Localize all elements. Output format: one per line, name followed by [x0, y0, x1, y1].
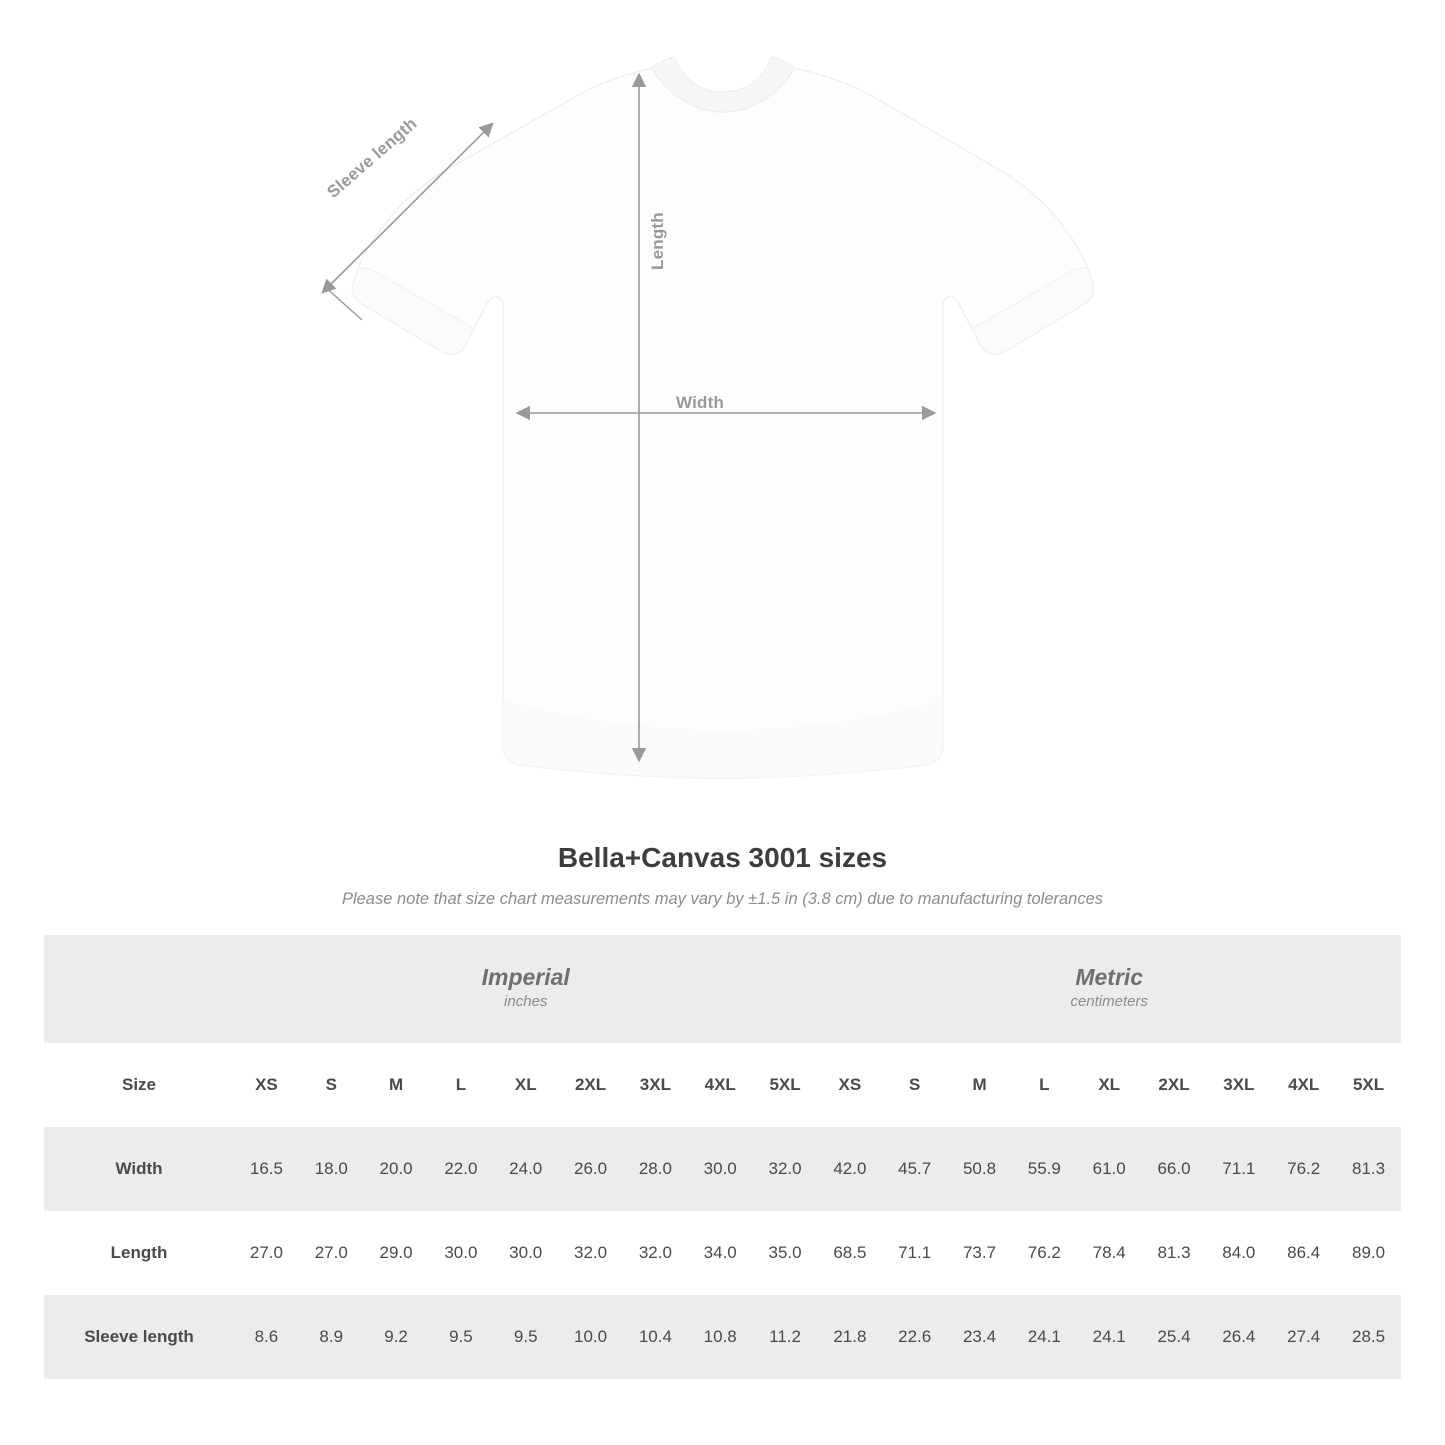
table-cell: 84.0: [1206, 1211, 1271, 1295]
table-cell: 30.0: [428, 1211, 493, 1295]
table-cell: 26.0: [558, 1127, 623, 1211]
size-header-cell: XS: [817, 1043, 882, 1127]
size-header-cell: XL: [1077, 1043, 1142, 1127]
table-cell: 68.5: [817, 1211, 882, 1295]
table-cell: 50.8: [947, 1127, 1012, 1211]
size-header-cell: S: [299, 1043, 364, 1127]
table-cell: 71.1: [1206, 1127, 1271, 1211]
table-cell: 26.4: [1206, 1295, 1271, 1379]
table-cell: 28.5: [1336, 1295, 1401, 1379]
table-cell: 28.0: [623, 1127, 688, 1211]
table-cell: 18.0: [299, 1127, 364, 1211]
table-cell: 32.0: [558, 1211, 623, 1295]
table-cell: 27.0: [299, 1211, 364, 1295]
unit-sub-imperial: inches: [504, 993, 548, 1011]
table-cell: 76.2: [1271, 1127, 1336, 1211]
size-header-cell: XS: [234, 1043, 299, 1127]
row-label: Width: [44, 1127, 234, 1211]
size-header-cell: 3XL: [623, 1043, 688, 1127]
table-cell: 8.9: [299, 1295, 364, 1379]
size-table-wrapper: [44, 935, 1401, 1379]
table-cell: 34.0: [688, 1211, 753, 1295]
table-cell: 42.0: [817, 1127, 882, 1211]
table-cell: 27.4: [1271, 1295, 1336, 1379]
size-header-cell: 4XL: [1271, 1043, 1336, 1127]
size-header-label: Size: [44, 1043, 234, 1127]
table-cell: 24.1: [1012, 1295, 1077, 1379]
table-cell: 23.4: [947, 1295, 1012, 1379]
table-cell: 24.1: [1077, 1295, 1142, 1379]
table-cell: 11.2: [753, 1295, 818, 1379]
label-width: Width: [676, 393, 725, 412]
size-header-cell: 2XL: [558, 1043, 623, 1127]
size-header-cell: 5XL: [1336, 1043, 1401, 1127]
unit-header-row: [44, 935, 1401, 1043]
size-header-cell: L: [1012, 1043, 1077, 1127]
size-header-cell: L: [428, 1043, 493, 1127]
table-cell: 10.0: [558, 1295, 623, 1379]
table-cell: 78.4: [1077, 1211, 1142, 1295]
unit-sub-metric: centimeters: [1070, 993, 1148, 1011]
size-table: [44, 935, 1401, 1379]
row-label: Length: [44, 1211, 234, 1295]
table-cell: 16.5: [234, 1127, 299, 1211]
table-cell: 20.0: [364, 1127, 429, 1211]
table-cell: 9.2: [364, 1295, 429, 1379]
table-cell: 29.0: [364, 1211, 429, 1295]
table-row: [44, 1127, 1401, 1211]
chart-heading: [0, 842, 1445, 909]
table-cell: 81.3: [1142, 1211, 1207, 1295]
unit-header-imperial: [234, 935, 817, 1043]
table-cell: 10.8: [688, 1295, 753, 1379]
page-title: Bella+Canvas 3001 sizes: [557, 842, 888, 873]
table-cell: 61.0: [1077, 1127, 1142, 1211]
table-cell: 27.0: [234, 1211, 299, 1295]
row-label: Sleeve length: [44, 1295, 234, 1379]
size-header-cell: XL: [493, 1043, 558, 1127]
table-cell: 30.0: [688, 1127, 753, 1211]
table-cell: 89.0: [1336, 1211, 1401, 1295]
table-cell: 25.4: [1142, 1295, 1207, 1379]
table-corner-cell: [44, 935, 234, 1043]
unit-name-imperial: Imperial: [481, 963, 570, 990]
table-row: [44, 1295, 1401, 1379]
table-cell: 55.9: [1012, 1127, 1077, 1211]
table-cell: 81.3: [1336, 1127, 1401, 1211]
table-cell: 66.0: [1142, 1127, 1207, 1211]
table-cell: 22.6: [882, 1295, 947, 1379]
table-cell: 45.7: [882, 1127, 947, 1211]
table-cell: 9.5: [493, 1295, 558, 1379]
table-cell: 73.7: [947, 1211, 1012, 1295]
unit-header-metric: [817, 935, 1401, 1043]
label-sleeve-length: Sleeve length: [323, 113, 421, 202]
table-cell: 32.0: [623, 1211, 688, 1295]
tolerance-note: Please note that size chart measurements may vary by ±1.5 in (3.8 cm) due to manufacturing tolerances: [341, 890, 1104, 908]
size-header-cell: 3XL: [1206, 1043, 1271, 1127]
table-cell: 9.5: [428, 1295, 493, 1379]
table-cell: 35.0: [753, 1211, 818, 1295]
table-cell: 10.4: [623, 1295, 688, 1379]
table-cell: 8.6: [234, 1295, 299, 1379]
table-cell: 32.0: [753, 1127, 818, 1211]
table-cell: 21.8: [817, 1295, 882, 1379]
label-length: Length: [648, 212, 667, 270]
size-header-row: [44, 1043, 1401, 1127]
table-row: [44, 1211, 1401, 1295]
table-cell: 22.0: [428, 1127, 493, 1211]
table-cell: 86.4: [1271, 1211, 1336, 1295]
table-cell: 30.0: [493, 1211, 558, 1295]
size-header-cell: M: [364, 1043, 429, 1127]
table-cell: 24.0: [493, 1127, 558, 1211]
table-cell: 76.2: [1012, 1211, 1077, 1295]
size-header-cell: 4XL: [688, 1043, 753, 1127]
table-cell: 71.1: [882, 1211, 947, 1295]
size-header-cell: 5XL: [753, 1043, 818, 1127]
size-header-cell: M: [947, 1043, 1012, 1127]
size-header-cell: 2XL: [1142, 1043, 1207, 1127]
size-header-cell: S: [882, 1043, 947, 1127]
unit-name-metric: Metric: [1075, 963, 1144, 990]
